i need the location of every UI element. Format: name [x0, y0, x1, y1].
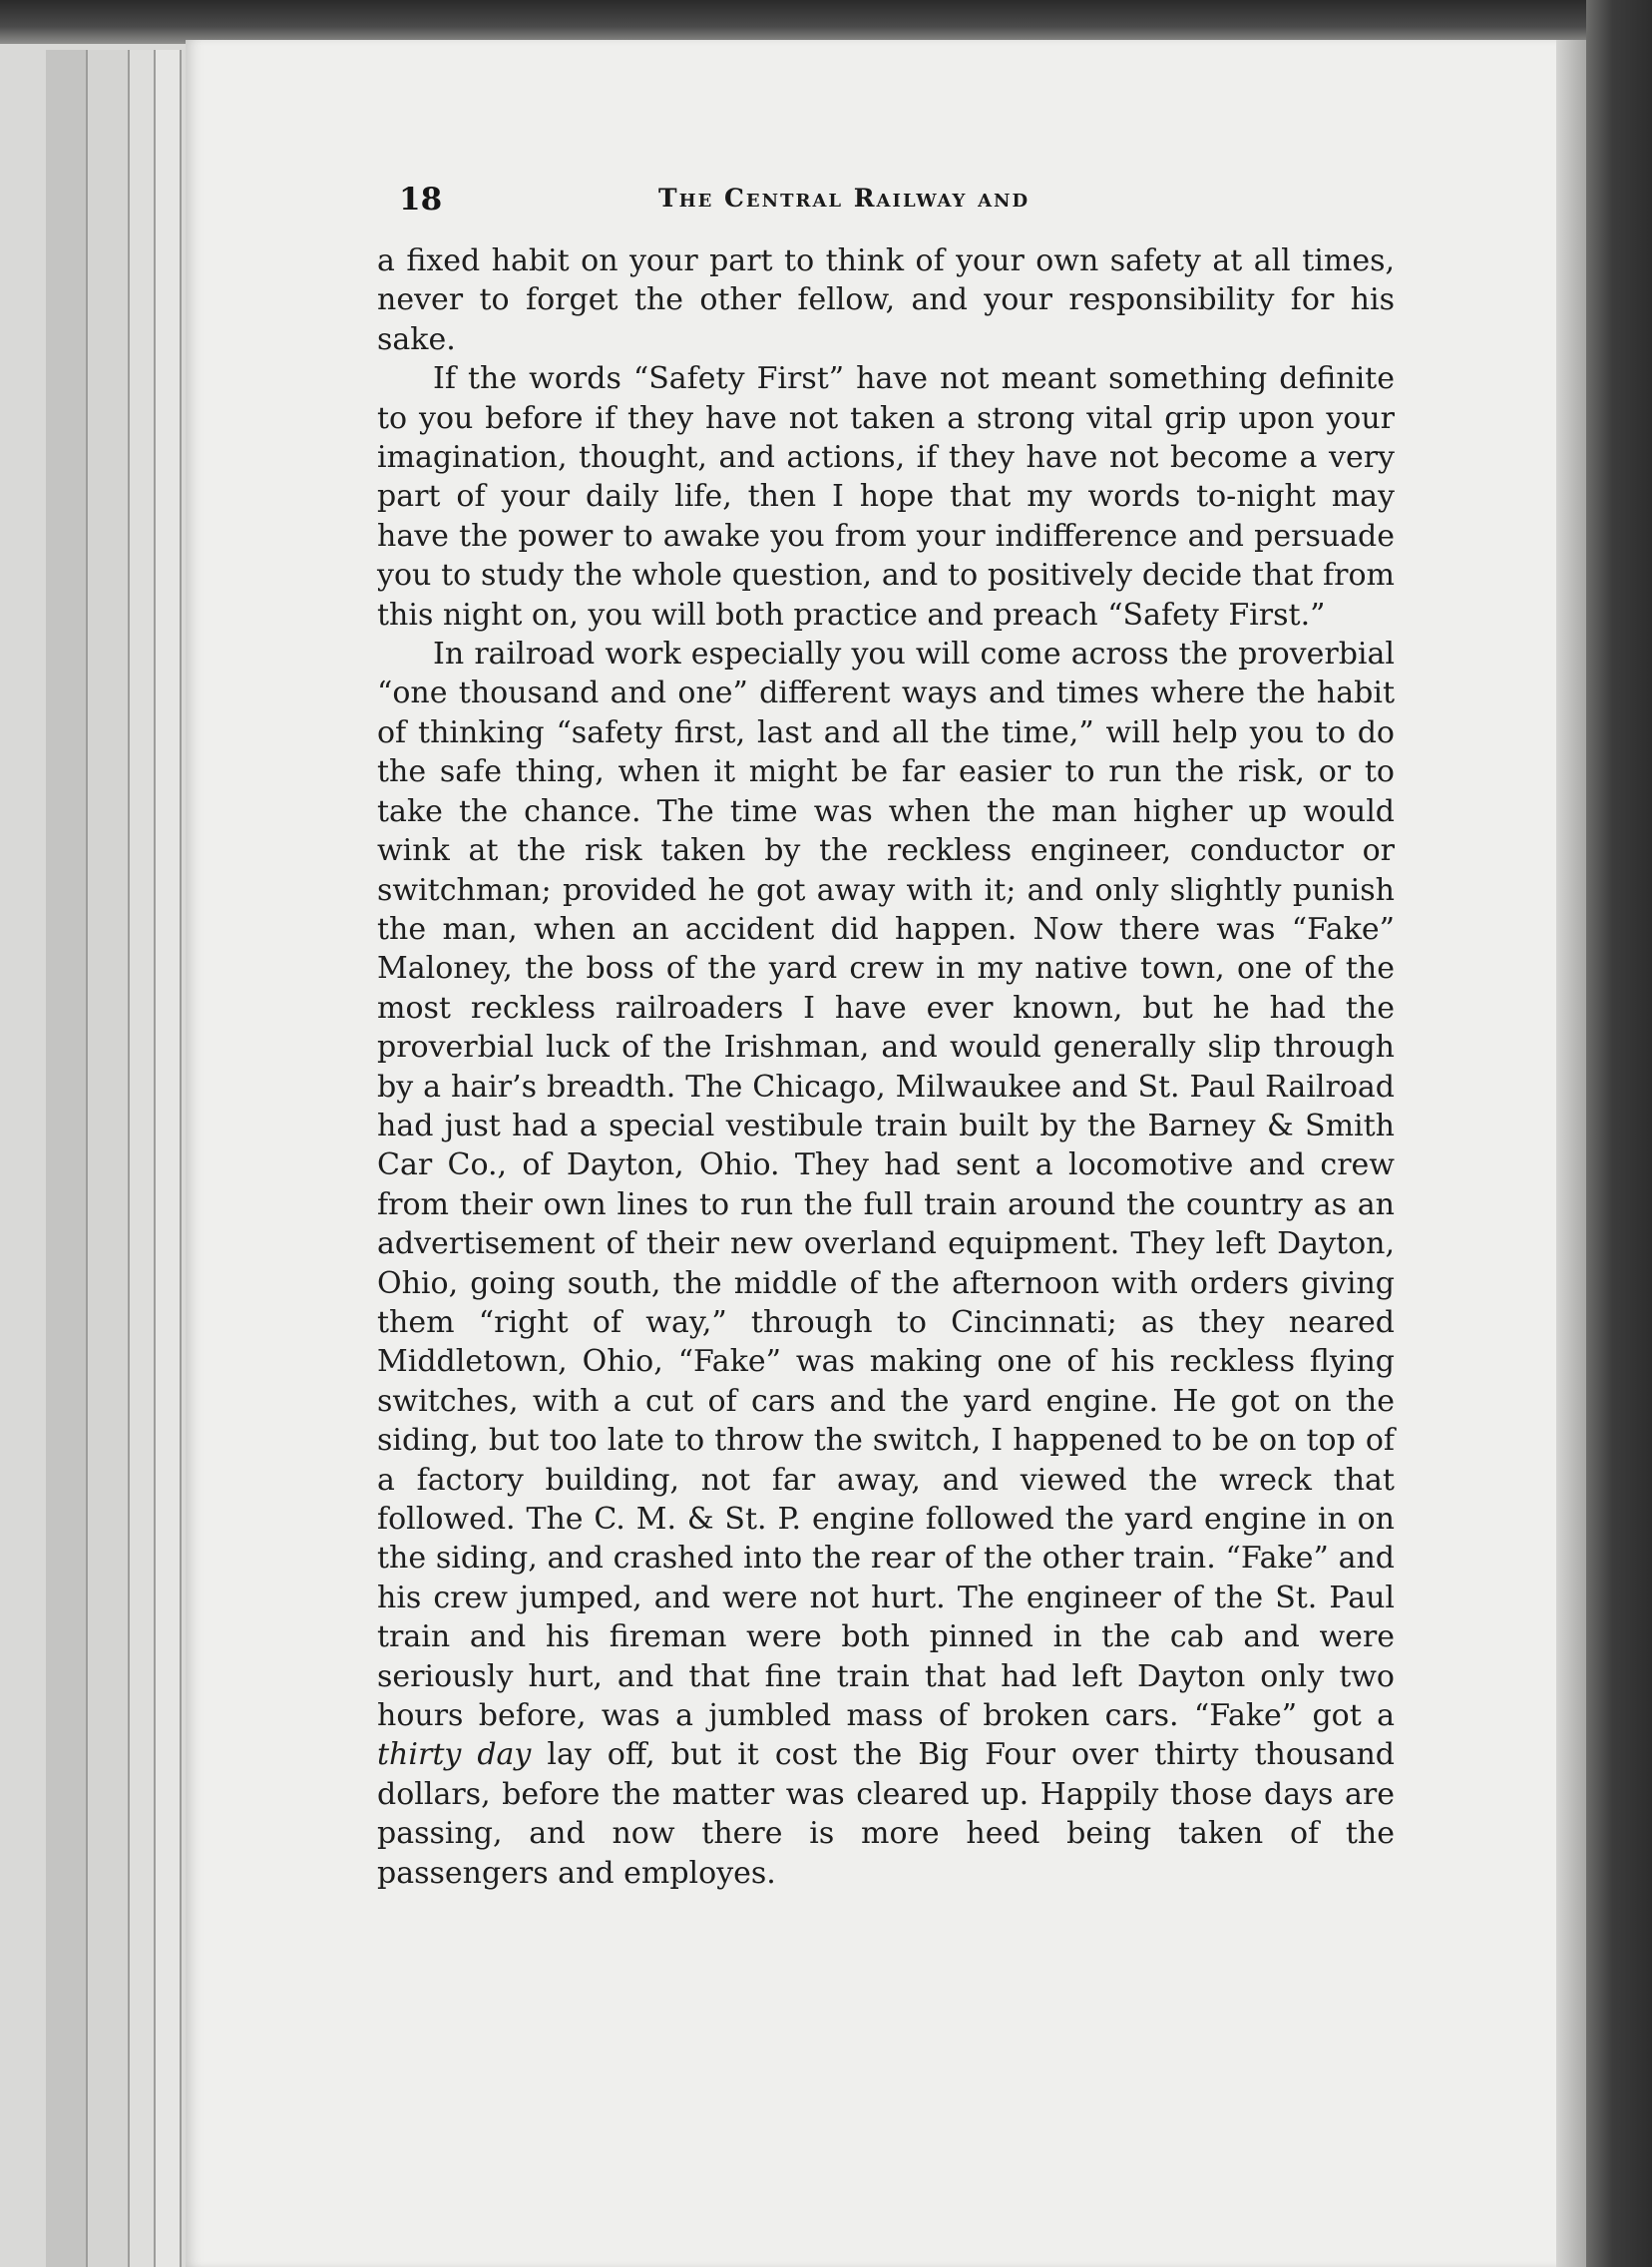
paragraph-text: In railroad work especially you will come across the proverbial “one thousand and one” different ways and times where the habit of thinking “safety first, last and all the time,” will help you to do the safe thing, when it might be far easier to run the risk, or to take the chance. The time was when the man higher up would wink at the risk taken by the reckless engineer, conductor or switchman; provided he got away with it; and only slightly punish the man, when an accident did happen. Now there was “Fake” Maloney, the boss of the yard crew in my native town, one of the most reckless railroaders I have ever known, but he had the proverbial luck of the Irishman, and would generally slip through by a hair’s breadth. The Chicago, Milwaukee and St. Paul Railroad had just had a special vestibule train built by the Barney & Smith Car Co., of Dayton, Ohio. They had sent a locomotive and crew from their own lines to run the full train around the country as an advertisement of their new overland equipment. They left Dayton, Ohio, going south, the middle of the afternoon with orders giving them “right of way,” through to Cincinnati; as they neared Middletown, Ohio, “Fake” was making one of his reckless flying switches, with a cut of cars and the yard engine. He got on the siding, but too late to throw the switch, I happened to be on top of a factory building, not far away, and viewed the wreck that followed. The C. M. & St. P. engine followed the yard engine in on the siding, and crashed into the rear of the other train. “Fake” and his crew jumped, and were not hurt. The engineer of the St. Paul train and his fireman were both pinned in the cab and were seriously hurt, and that fine train that had left Dayton only two hours before, was a jumbled mass of broken cars. “Fake” got a [377, 637, 1395, 1734]
running-header [399, 182, 1546, 226]
page-edge [130, 50, 156, 2267]
running-title: The Central Railway and [658, 184, 1031, 213]
page-edge [156, 50, 182, 2267]
paragraph-text: lay off, but it cost the Big Four over thirty thousand dollars, before the matter was cleared up. Happily those days are passing, and now there is more heed being taken of the passengers and employes. [377, 1737, 1396, 1891]
paragraph: If the words “Safety First” have not meant something definite to you before if they have not taken a strong vital grip upon your imagination, thought, and actions, if they have not become a very part of your daily life, then I hope that my words to-night may have the power to awake you from your indifference and persuade you to study the whole question, and to positively decide that from this night on, you will both practice and preach “Safety First.” [377, 361, 1395, 633]
paragraph [377, 635, 1395, 1893]
page-edge [46, 50, 88, 2267]
page-edge [88, 50, 130, 2267]
scan-right-border [1586, 0, 1652, 2267]
scan-top-border [0, 0, 1652, 44]
page-number: 18 [399, 182, 443, 218]
page-gutter [1556, 40, 1586, 2267]
body-text [377, 241, 1395, 1893]
italic-phrase: thirty day [377, 1737, 532, 1773]
paragraph: a fixed habit on your part to think of your own safety at all times, never to forget the other fellow, and your responsibility for his sake. [377, 243, 1395, 357]
